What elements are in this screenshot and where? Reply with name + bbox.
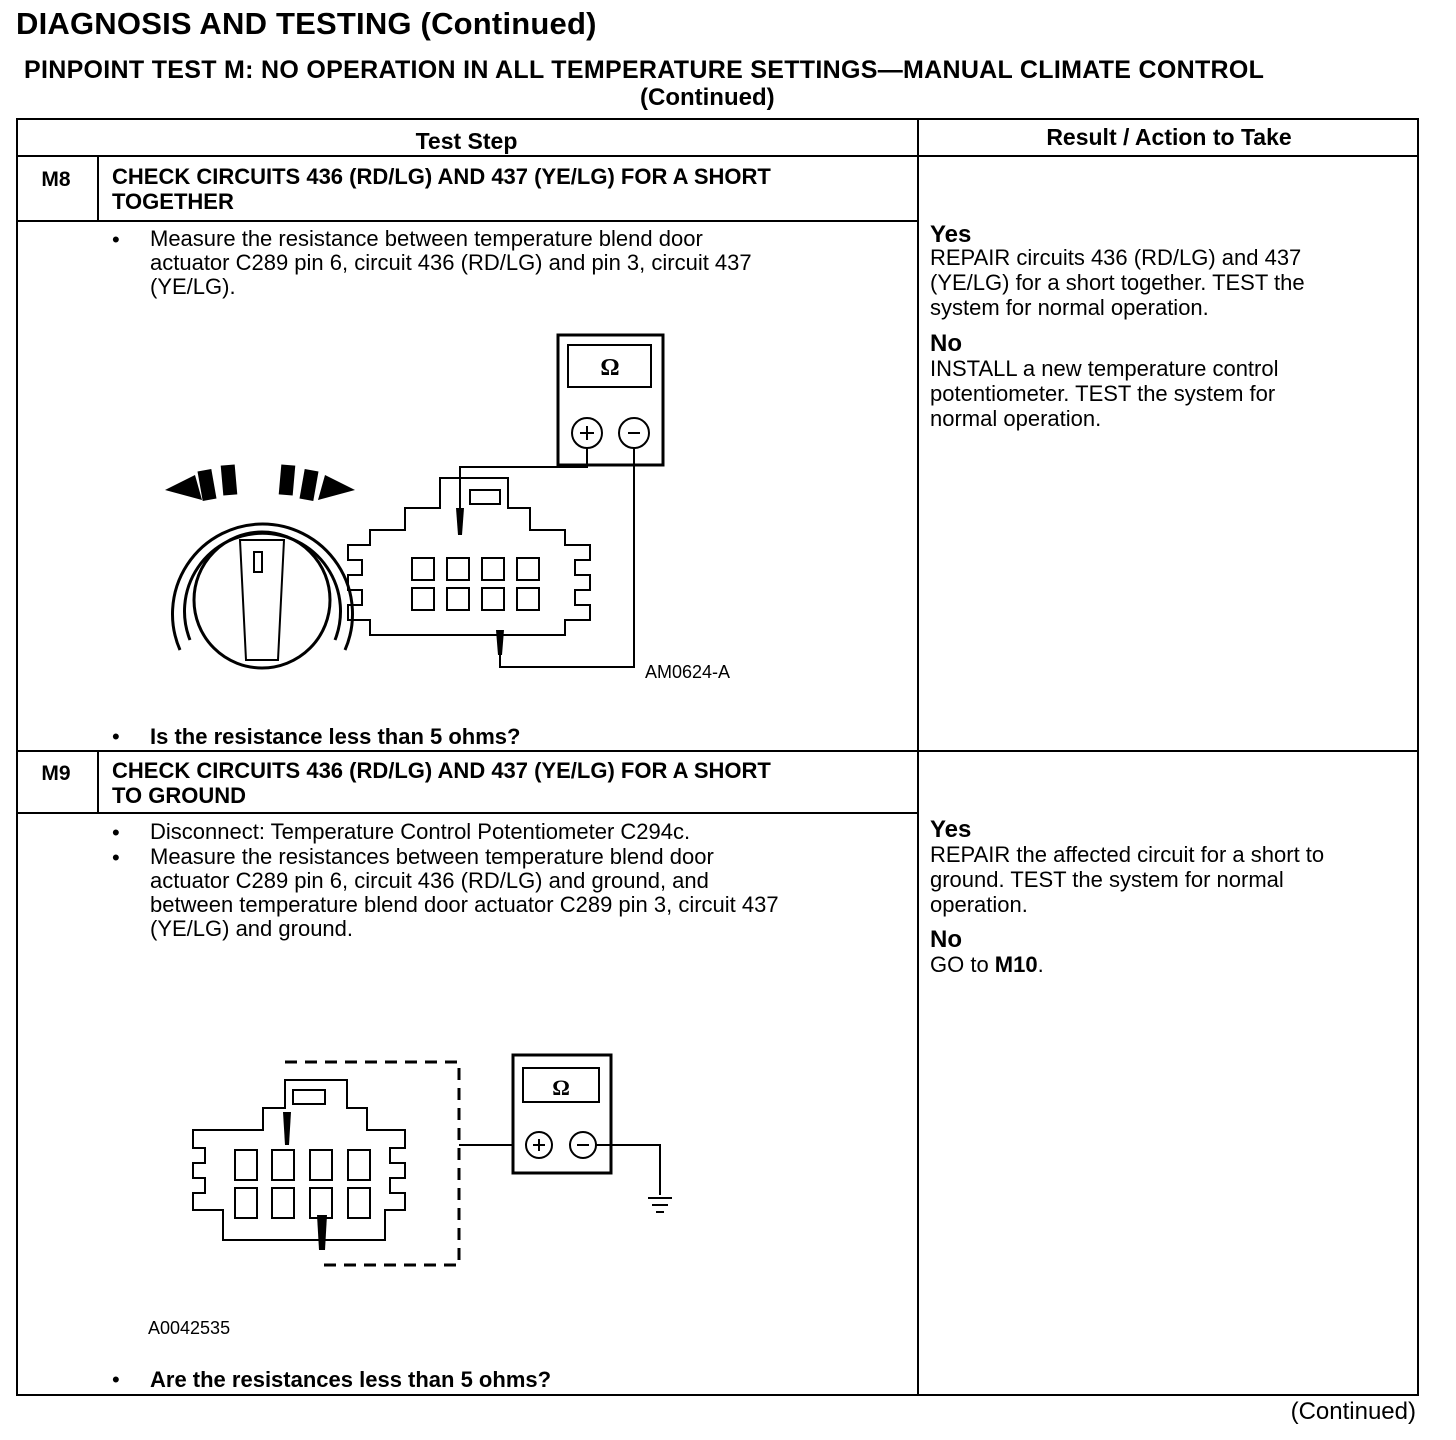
m8-yes-label: Yes xyxy=(930,221,972,248)
text-line: Measure the resistances between temperature blend door xyxy=(150,844,714,869)
m9-no-action xyxy=(930,952,1400,977)
step-id-divider xyxy=(97,750,99,813)
step-id-m9: M9 xyxy=(41,762,71,785)
m8-no-label: No xyxy=(930,330,962,357)
m9-wiring-diagram xyxy=(185,1050,695,1280)
m8-yes-action xyxy=(930,245,1400,320)
step-title-line: CHECK CIRCUITS 436 (RD/LG) AND 437 (YE/LG) FOR A SHORT xyxy=(112,758,771,783)
step-title-line: TOGETHER xyxy=(112,189,234,214)
connector-c289 xyxy=(193,1080,405,1240)
m9-instruction-2 xyxy=(150,845,779,941)
m8-instruction xyxy=(150,227,752,299)
text-line: operation. xyxy=(930,892,1028,917)
text-line: Measure the resistance between temperature blend door xyxy=(150,226,703,251)
bullet-dot: • xyxy=(112,845,120,870)
header-test-step: Test Step xyxy=(415,128,518,154)
m8-wiring-diagram xyxy=(150,330,770,690)
step-title-m9 xyxy=(112,758,771,808)
m9-question: Are the resistances less than 5 ohms? xyxy=(150,1367,552,1392)
step-title-line: CHECK CIRCUITS 436 (RD/LG) AND 437 (YE/LG) FOR A SHORT xyxy=(112,164,771,189)
bullet-dot: • xyxy=(112,1367,120,1392)
m8-no-action xyxy=(930,356,1400,431)
header-result-action: Result / Action to Take xyxy=(1046,124,1292,150)
continued-footer: (Continued) xyxy=(1290,1398,1416,1425)
text-line: between temperature blend door actuator C289 pin 3, circuit 437 xyxy=(150,892,779,917)
ohmmeter xyxy=(513,1055,611,1173)
probe-pin3 xyxy=(496,630,504,655)
step-title-line: TO GROUND xyxy=(112,783,247,808)
step-title-separator xyxy=(16,812,917,814)
temperature-knob xyxy=(173,524,353,668)
m9-no-label: No xyxy=(930,926,962,953)
rotation-arrows xyxy=(165,464,355,501)
go-to-suffix: . xyxy=(1037,952,1044,977)
step-id-m8: M8 xyxy=(41,168,71,191)
connector-c289 xyxy=(348,478,590,635)
probe-pin6 xyxy=(456,508,464,535)
text-line: actuator C289 pin 6, circuit 436 (RD/LG) and ground, and xyxy=(150,868,709,893)
text-line: actuator C289 pin 6, circuit 436 (RD/LG) and pin 3, circuit 437 xyxy=(150,250,752,275)
bullet-dot: • xyxy=(112,724,120,749)
text-line: REPAIR circuits 436 (RD/LG) and 437 xyxy=(930,245,1302,270)
header-separator xyxy=(16,155,1419,157)
ohm-symbol: Ω xyxy=(552,1075,570,1100)
go-to-step-link[interactable]: M10 xyxy=(994,952,1038,977)
step-title-separator xyxy=(16,220,917,222)
figure-label-m9: A0042535 xyxy=(148,1318,231,1338)
harness-dashed-outline xyxy=(285,1062,459,1265)
pinpoint-test-title: PINPOINT TEST M: NO OPERATION IN ALL TEMPERATURE SETTINGS—MANUAL CLIMATE CONTROL xyxy=(24,56,1265,84)
probe-pin6 xyxy=(283,1112,291,1145)
probe-pin3 xyxy=(317,1215,327,1250)
step-id-divider xyxy=(97,155,99,221)
text-line: (YE/LG) for a short together. TEST the xyxy=(930,270,1305,295)
page-title: DIAGNOSIS AND TESTING (Continued) xyxy=(16,6,597,41)
m9-instruction-1: Disconnect: Temperature Control Potentiometer C294c. xyxy=(150,819,691,844)
bullet-dot: • xyxy=(112,820,120,845)
step-separator xyxy=(16,750,1419,752)
m9-yes-action xyxy=(930,842,1400,917)
ohm-symbol: Ω xyxy=(600,355,620,381)
text-line: system for normal operation. xyxy=(930,295,1209,320)
ground-symbol xyxy=(596,1145,672,1212)
column-divider xyxy=(917,118,919,1396)
step-title-m8 xyxy=(112,164,771,214)
text-line: ground. TEST the system for normal xyxy=(930,867,1284,892)
bullet-dot: • xyxy=(112,227,120,252)
go-to-text: GO to xyxy=(930,952,995,977)
pinpoint-test-continued: (Continued) xyxy=(640,84,775,111)
m9-yes-label: Yes xyxy=(930,816,972,843)
figure-label-m8: AM0624-A xyxy=(645,662,731,682)
text-line: REPAIR the affected circuit for a short to xyxy=(930,842,1325,867)
text-line: normal operation. xyxy=(930,406,1102,431)
text-line: (YE/LG). xyxy=(150,274,236,299)
text-line: (YE/LG) and ground. xyxy=(150,916,354,941)
text-line: potentiometer. TEST the system for xyxy=(930,381,1276,406)
m8-question: Is the resistance less than 5 ohms? xyxy=(150,724,521,749)
text-line: INSTALL a new temperature control xyxy=(930,356,1279,381)
